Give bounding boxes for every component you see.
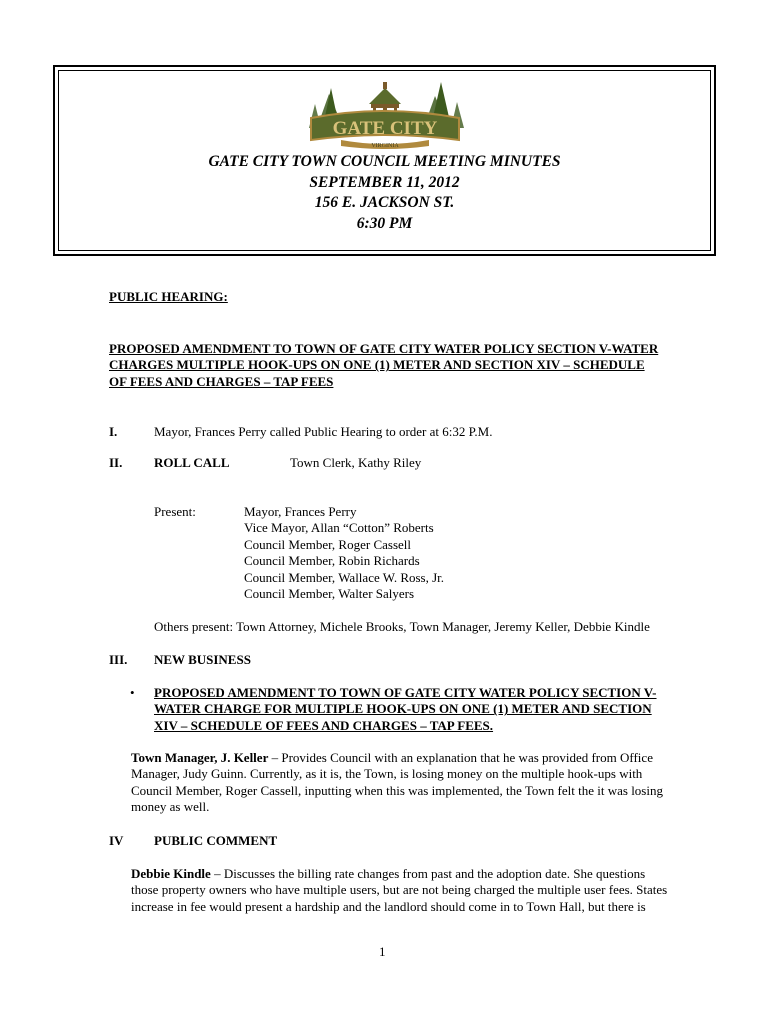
town-manager-paragraph: [131, 750, 731, 816]
document-title: [53, 152, 716, 234]
public-hearing-heading: PUBLIC HEARING:: [109, 289, 228, 304]
bullet-line: PROPOSED AMENDMENT TO TOWN OF GATE CITY WATER POLICY SECTION V-: [154, 685, 657, 700]
speaker-name: Town Manager, J. Keller: [131, 750, 269, 765]
speaker-name: Debbie Kindle: [131, 866, 211, 881]
page-number: 1: [379, 944, 386, 959]
paragraph-line: Manager, Judy Guinn. Currently, as it is, the Town, is losing money on the multiple hook-ups with: [131, 766, 643, 782]
title-address: 156 E. JACKSON ST.: [314, 194, 455, 211]
new-business-item: [154, 685, 724, 734]
paragraph-line: money as well.: [131, 799, 210, 815]
speaker-text: – Discusses the billing rate changes from past and the adoption date. She questions: [210, 866, 646, 881]
paragraph-line: Council Member, Roger Cassell, inputting when this was implemented, the Town felt the it was losing: [131, 782, 663, 798]
bullet-line: WATER CHARGE FOR MULTIPLE HOOK-UPS ON ONE (1) METER AND SECTION: [154, 701, 652, 717]
list-item: Council Member, Roger Cassell: [244, 536, 412, 552]
title-line-1: GATE CITY TOWN COUNCIL MEETING MINUTES: [208, 153, 561, 170]
list-item: Vice Mayor, Allan “Cotton” Roberts: [244, 520, 434, 536]
list-item: Mayor, Frances Perry: [244, 504, 357, 519]
present-label: Present:: [154, 504, 196, 519]
section-1-text: Mayor, Frances Perry called Public Hearing to order at 6:32 P.M.: [154, 424, 493, 439]
logo-subtext: VIRGINIA: [371, 143, 399, 149]
roll-call-heading: ROLL CALL: [154, 455, 230, 470]
speaker-text: – Provides Council with an explanation that he was provided from Office: [268, 750, 653, 765]
present-list: [244, 504, 444, 602]
amendment-title-line: OF FEES AND CHARGES – TAP FEES: [109, 373, 334, 389]
section-4-numeral: IV: [109, 833, 124, 848]
others-present: Others present: Town Attorney, Michele Brooks, Town Manager, Jeremy Keller, Debbie Kindle: [154, 619, 650, 634]
paragraph-line: those property owners who have multiple users, but are not being charged the multiple user fees. States: [131, 882, 668, 898]
bullet-line: XIV – SCHEDULE OF FEES AND CHARGES – TAP FEES.: [154, 717, 494, 733]
section-2-numeral: II.: [109, 455, 123, 470]
bullet-icon: •: [130, 685, 135, 700]
amendment-title: [109, 341, 729, 390]
town-clerk: Town Clerk, Kathy Riley: [290, 455, 422, 470]
list-item: Council Member, Wallace W. Ross, Jr.: [244, 569, 445, 585]
amendment-title-line: PROPOSED AMENDMENT TO TOWN OF GATE CITY WATER POLICY SECTION V-WATER: [109, 341, 659, 356]
amendment-title-line: CHARGES MULTIPLE HOOK-UPS ON ONE (1) METER AND SECTION XIV – SCHEDULE: [109, 357, 645, 373]
gate-city-logo: [301, 74, 469, 152]
title-time: 6:30 PM: [356, 214, 413, 232]
section-3-numeral: III.: [109, 652, 128, 667]
paragraph-line: increase in fee would present a hardship and the landlord should come in to Town Hall, but there is: [131, 898, 646, 914]
public-comment-heading: PUBLIC COMMENT: [154, 833, 278, 848]
public-comment-paragraph: [131, 866, 731, 915]
list-item: Council Member, Walter Salyers: [244, 586, 415, 602]
list-item: Council Member, Robin Richards: [244, 553, 420, 569]
new-business-heading: NEW BUSINESS: [154, 652, 251, 667]
title-date: SEPTEMBER 11, 2012: [309, 173, 460, 191]
section-1-numeral: I.: [109, 424, 118, 439]
logo-text: GATE CITY: [332, 118, 438, 139]
